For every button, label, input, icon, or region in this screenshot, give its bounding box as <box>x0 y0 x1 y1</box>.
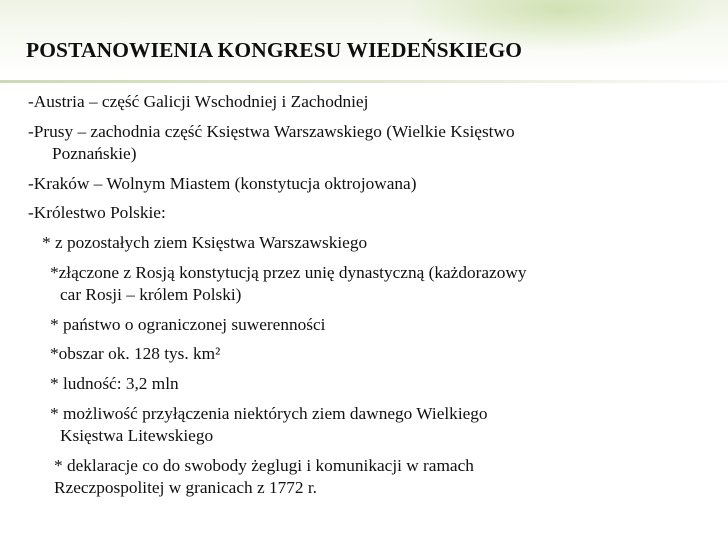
list-item-krolestwo: -Królestwo Polskie: <box>28 203 166 223</box>
list-item-prusy: -Prusy – zachodnia część Księstwa Warszawskiego (Wielkie Księstwo <box>28 121 515 141</box>
sub-item-navigation-continuation: Rzeczpospolitej w granicach z 1772 r. <box>54 478 317 498</box>
list-item-austria: -Austria – część Galicji Wschodniej i Zachodniej <box>28 92 369 111</box>
sub-item-union-continuation: car Rosji – królem Polski) <box>60 285 242 305</box>
sub-item-population: * ludność: 3,2 mln <box>50 374 179 394</box>
sub-item-navigation: * deklaracje co do swobody żeglugi i komunikacji w ramach <box>54 455 474 475</box>
sub-item-lithuania-continuation: Księstwa Litewskiego <box>60 426 214 446</box>
sub-item-territory: * z pozostałych ziem Księstwa Warszawskiego <box>42 233 368 253</box>
title-divider <box>0 80 728 83</box>
list-item-prusy-continuation: Poznańskie) <box>52 143 137 163</box>
sub-item-area: *obszar ok. 128 tys. km² <box>50 344 221 364</box>
sub-item-union: *złączone z Rosją konstytucją przez unię dynastyczną (każdorazowy <box>50 262 527 282</box>
list-item-krakow: -Kraków – Wolnym Miastem (konstytucja oktrojowana) <box>28 173 417 193</box>
slide-title: POSTANOWIENIA KONGRESU WIEDEŃSKIEGO <box>26 38 523 62</box>
slide-content <box>28 91 718 499</box>
sub-item-lithuania: * możliwość przyłączenia niektórych ziem dawnego Wielkiego <box>50 403 488 423</box>
sub-item-sovereignty: * państwo o ograniczonej suwerenności <box>50 314 326 334</box>
